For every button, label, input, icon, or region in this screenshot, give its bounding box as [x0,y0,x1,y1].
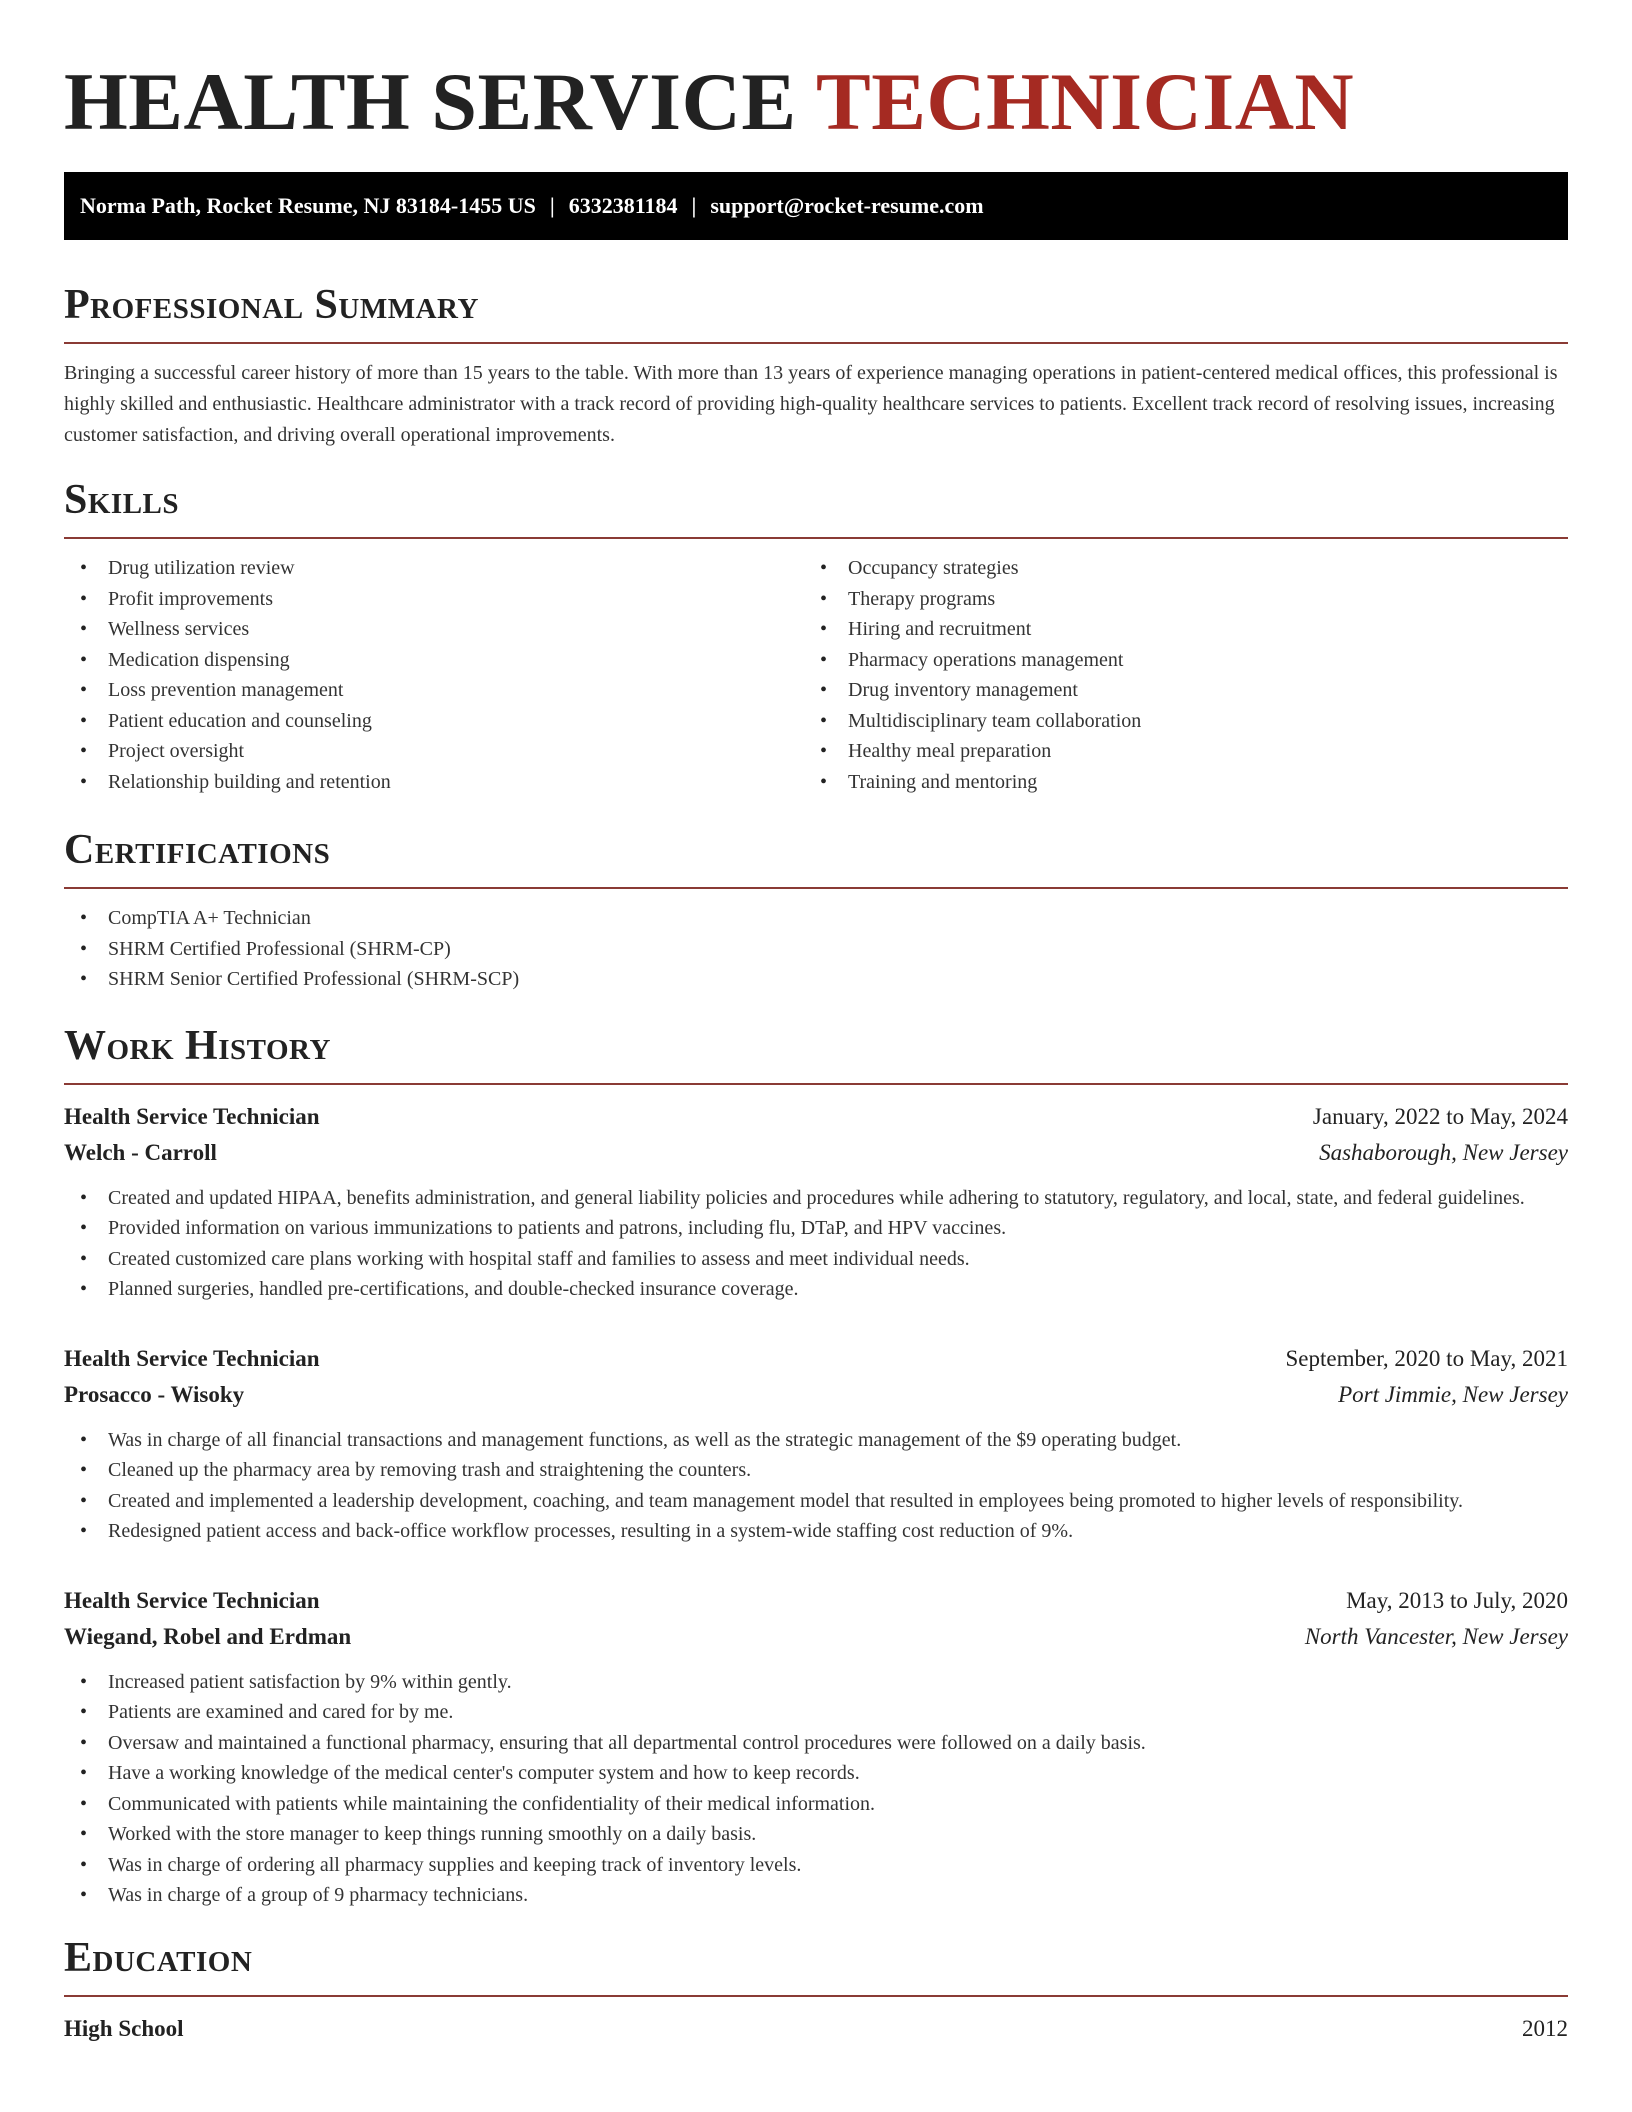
skill-item: • Profit improvements [64,584,804,615]
skill-item: • Occupancy strategies [804,553,1544,584]
skill-item: • Relationship building and retention [64,767,804,798]
job-bullet: • Redesigned patient access and back-office workflow processes, resulting in a system-wide staffing cost reduction of 9%. [64,1516,1568,1547]
skill-item: • Medication dispensing [64,645,804,676]
job-title: Health Service Technician [64,1345,320,1371]
job-bullet: • Cleaned up the pharmacy area by removing trash and straightening the counters. [64,1455,1568,1486]
job-bullet: • Was in charge of a group of 9 pharmacy technicians. [64,1880,1568,1911]
job-header-row [64,1099,1568,1135]
section-heading-certifications: Certifications [64,825,1568,889]
skill-item: • Training and mentoring [804,767,1544,798]
skill-item: • Project oversight [64,736,804,767]
skill-item: • Hiring and recruitment [804,614,1544,645]
job-bullet: • Communicated with patients while maintaining the confidentiality of their medical information. [64,1789,1568,1820]
summary-section [64,280,1568,451]
job-bullets [64,1425,1568,1547]
job-title: Health Service Technician [64,1103,320,1129]
skills-column-right [804,553,1544,797]
certification-item: • CompTIA A+ Technician [64,903,1568,934]
job-bullet: • Was in charge of all financial transactions and management functions, as well as the strategic management of the $9 operating budget. [64,1425,1568,1456]
certifications-list [64,903,1568,995]
job-bullet: • Was in charge of ordering all pharmacy supplies and keeping track of inventory levels. [64,1850,1568,1881]
job-company-row [64,1619,1568,1655]
education-year: 2012 [1522,2015,1568,2041]
resume-title [64,0,1568,148]
skills-list-left [64,553,804,797]
job-title: Health Service Technician [64,1587,320,1613]
education-entry [64,2011,1568,2047]
job-entry [64,1099,1568,1305]
contact-separator: | [549,193,555,218]
job-company-row [64,1135,1568,1171]
skill-item: • Multidisciplinary team collaboration [804,706,1544,737]
education-school: High School [64,2015,184,2041]
job-bullet: • Planned surgeries, handled pre-certifications, and double-checked insurance coverage. [64,1274,1568,1305]
job-location: Port Jimmie, New Jersey [1338,1381,1568,1407]
contact-email[interactable]: support@rocket-resume.com [710,193,984,218]
job-location: Sashaborough, New Jersey [1319,1139,1568,1165]
contact-separator: | [691,193,697,218]
job-entry [64,1583,1568,1911]
job-bullet: • Worked with the store manager to keep things running smoothly on a daily basis. [64,1819,1568,1850]
job-bullets [64,1667,1568,1911]
contact-address: Norma Path, Rocket Resume, NJ 83184-1455 US [80,193,536,218]
certification-item: • SHRM Certified Professional (SHRM-CP) [64,934,1568,965]
certification-item: • SHRM Senior Certified Professional (SHRM-SCP) [64,964,1568,995]
skill-item: • Patient education and counseling [64,706,804,737]
summary-text: Bringing a successful career history of more than 15 years to the table. With more than 13 years of experience managing operations in patient-centered medical offices, this professional is highly skilled and enthusiastic. Healthcare administrator with a track record of providing high-quality healthcare services to patients. Excellent track record of resolving issues, increasing customer satisfaction, and driving overall operational improvements. [64,362,1558,446]
job-location: North Vancester, New Jersey [1304,1623,1568,1649]
skills-section [64,475,1568,797]
job-header-row [64,1341,1568,1377]
skills-column-left [64,553,804,797]
section-heading-summary: Professional Summary [64,280,1568,344]
skills-grid [64,553,1568,797]
job-bullet: • Created customized care plans working with hospital staff and families to assess and meet individual needs. [64,1244,1568,1275]
skill-item: • Drug utilization review [64,553,804,584]
resume-page [64,0,1568,2047]
education-section [64,1933,1568,2047]
skill-item: • Therapy programs [804,584,1544,615]
job-company-row [64,1377,1568,1413]
skill-item: • Healthy meal preparation [804,736,1544,767]
job-entry [64,1341,1568,1547]
job-bullet: • Oversaw and maintained a functional pharmacy, ensuring that all departmental control procedures were followed on a daily basis. [64,1728,1568,1759]
job-dates: May, 2013 to July, 2020 [1346,1587,1568,1613]
job-bullet: • Created and implemented a leadership development, coaching, and team management model that resulted in employees being promoted to higher levels of responsibility. [64,1486,1568,1517]
title-accent: TECHNICIAN [816,56,1355,147]
contact-phone: 6332381184 [568,193,678,218]
job-bullet: • Provided information on various immunizations to patients and patrons, including flu, DTaP, and HPV vaccines. [64,1213,1568,1244]
job-company: Prosacco - Wisoky [64,1381,245,1407]
job-dates: September, 2020 to May, 2021 [1285,1345,1568,1371]
skill-item: • Pharmacy operations management [804,645,1544,676]
job-bullet: • Patients are examined and cared for by me. [64,1697,1568,1728]
contact-bar [64,172,1568,240]
job-company: Welch - Carroll [64,1139,217,1165]
certifications-section [64,825,1568,995]
skill-item: • Wellness services [64,614,804,645]
job-bullet: • Have a working knowledge of the medical center's computer system and how to keep records. [64,1758,1568,1789]
skills-list-right [804,553,1544,797]
title-main: HEALTH SERVICE [64,56,797,147]
work-history-section [64,1021,1568,1911]
job-header-row [64,1583,1568,1619]
section-heading-education: Education [64,1933,1568,1997]
skill-item: • Drug inventory management [804,675,1544,706]
section-heading-work-history: Work History [64,1021,1568,1085]
job-bullets [64,1183,1568,1305]
skill-item: • Loss prevention management [64,675,804,706]
job-company: Wiegand, Robel and Erdman [64,1623,352,1649]
job-dates: January, 2022 to May, 2024 [1312,1103,1568,1129]
job-bullet: • Increased patient satisfaction by 9% within gently. [64,1667,1568,1698]
job-bullet: • Created and updated HIPAA, benefits administration, and general liability policies and procedures while adhering to statutory, regulatory, and local, state, and federal guidelines. [64,1183,1568,1214]
section-heading-skills: Skills [64,475,1568,539]
